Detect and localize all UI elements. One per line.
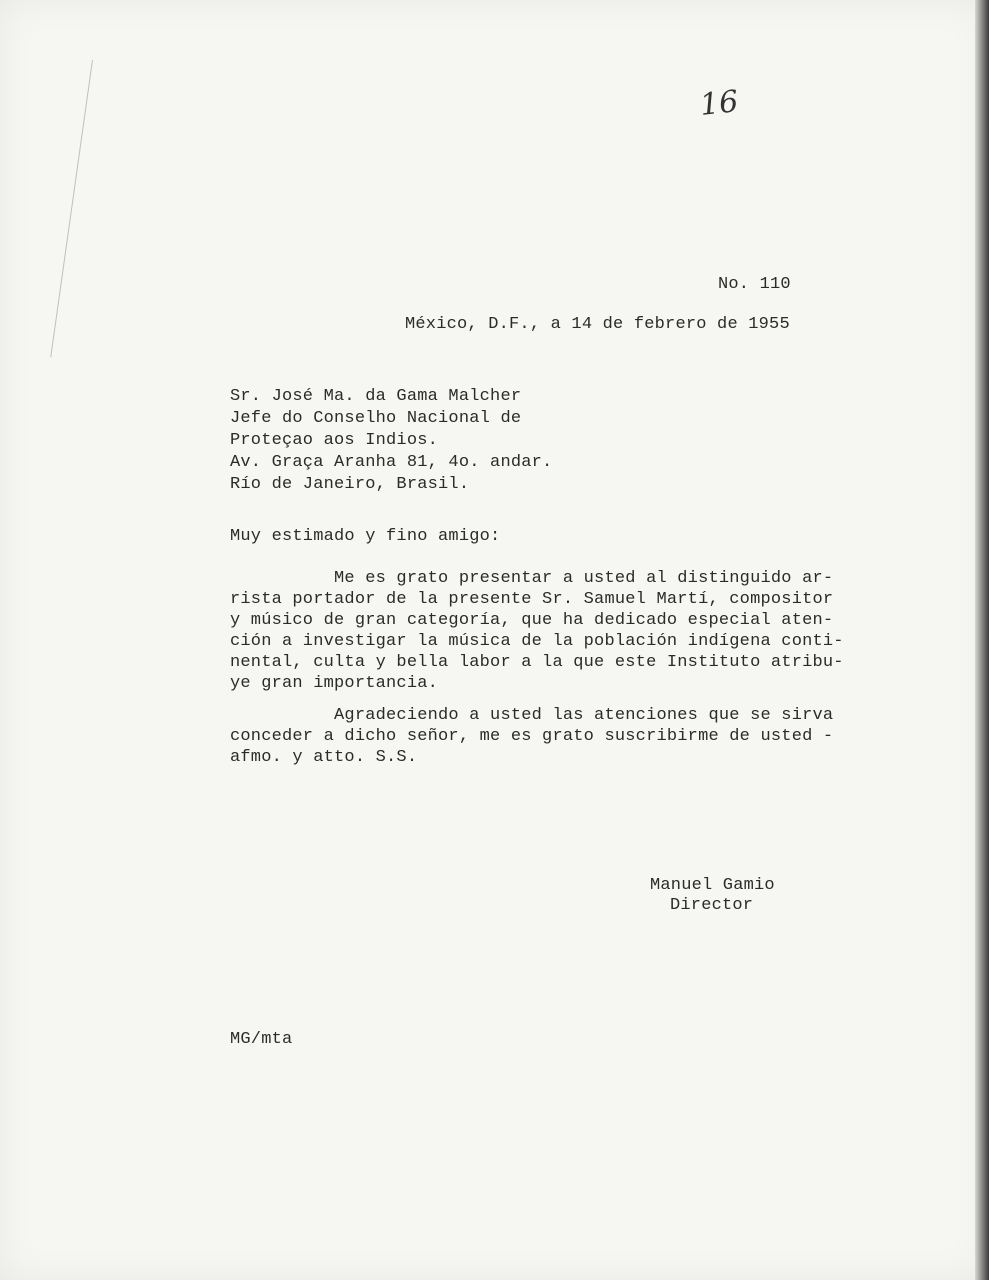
paragraph-line: conceder a dicho señor, me es grato suscribirme de usted - — [230, 727, 834, 746]
recipient-city: Río de Janeiro, Brasil. — [230, 475, 470, 494]
recipient-street: Av. Graça Aranha 81, 4o. andar. — [230, 453, 553, 472]
paragraph-line: nental, culta y bella labor a la que este Instituto atribu- — [230, 653, 844, 672]
paragraph-line: Me es grato presentar a usted al distinguido ar- — [230, 569, 834, 588]
handwritten-page-number: 16 — [698, 84, 740, 123]
recipient-organization: Proteçao aos Indios. — [230, 431, 439, 450]
paragraph-line: ye gran importancia. — [230, 674, 439, 693]
typist-initials: MG/mta — [230, 1030, 293, 1049]
paragraph-line: afmo. y atto. S.S. — [230, 748, 418, 767]
paragraph-line: rista portador de la presente Sr. Samuel Martí, compositor — [230, 590, 834, 609]
paragraph-line: ción a investigar la música de la población indígena conti- — [230, 632, 844, 651]
date-line: México, D.F., a 14 de febrero de 1955 — [405, 315, 790, 334]
paragraph-line: Agradeciendo a usted las atenciones que se sirva — [230, 706, 834, 725]
recipient-name: Sr. José Ma. da Gama Malcher — [230, 387, 522, 406]
signatory-title: Director — [670, 896, 754, 915]
paragraph-line: y músico de gran categoría, que ha dedicado especial aten- — [230, 611, 834, 630]
recipient-position: Jefe do Conselho Nacional de — [230, 409, 522, 428]
signatory-name: Manuel Gamio — [650, 876, 775, 895]
page-edge-shadow — [975, 0, 989, 1280]
reference-number: No. 110 — [718, 275, 791, 294]
salutation: Muy estimado y fino amigo: — [230, 527, 501, 546]
paper-fold-mark — [50, 60, 93, 357]
